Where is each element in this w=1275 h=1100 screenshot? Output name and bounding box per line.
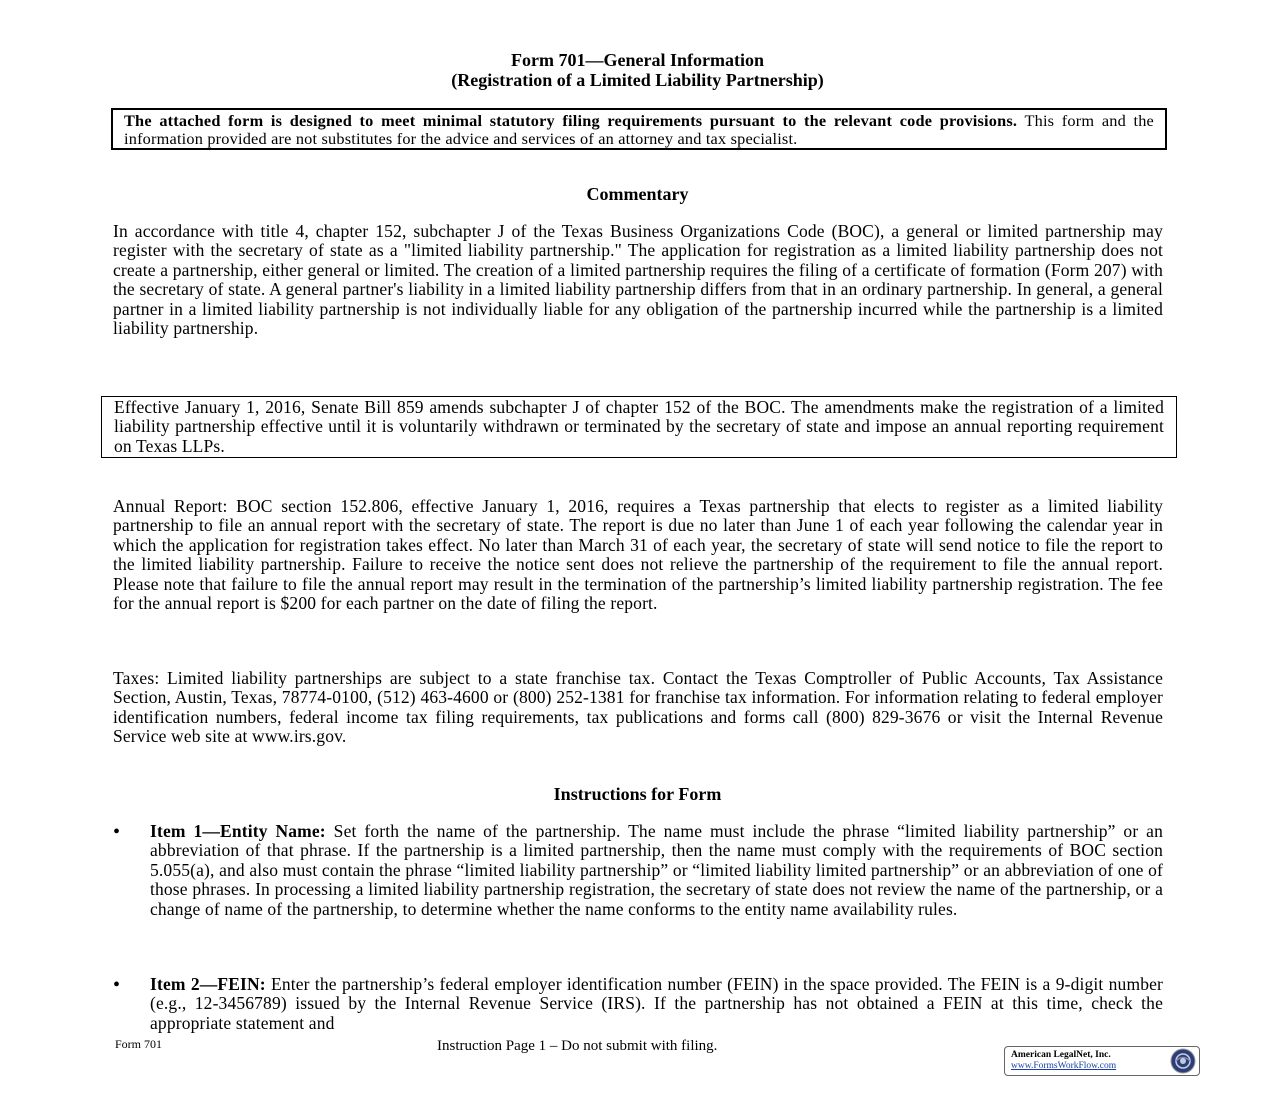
taxes-paragraph: Taxes: Limited liability partnerships are subject to a state franchise tax. Contact the Texas Comptroller of Public Accounts, Tax Assistance Section, Austin, Texas, 78774-0100, (512) 463-4600 or (800) 252-1381 for franchise tax information. For information relating to federal employer identification numbers, federal income tax filing requirements, tax publications and forms call (800) 829-3676 or visit the Internal Revenue Service web site at www.irs.gov. bbox=[113, 668, 1163, 747]
item-body: Set forth the name of the partnership. The name must include the phrase “limited liability partnership” or an abbreviation of that phrase. If the partnership is a limited partnership, then the name must comply with the requirements of BOC section 5.055(a), and also must contain the phrase “limited liability partnership” or “limited liability limited partnership” or an abbreviation of one of those phrases. In processing a limited liability partnership registration, the secretary of state does not review the name of the partnership, or a change of name of the partnership, to determine whether the name conforms to the entity name availability rules. bbox=[150, 821, 1163, 919]
disclaimer-box bbox=[111, 108, 1167, 150]
instructions-heading: Instructions for Form bbox=[553, 784, 722, 804]
globe-icon bbox=[1170, 1048, 1196, 1074]
bullet-icon: • bbox=[113, 974, 121, 996]
page-subtitle: (Registration of a Limited Liability Partnership) bbox=[451, 70, 824, 90]
annual-report-paragraph: Annual Report: BOC section 152.806, effective January 1, 2016, requires a Texas partnership that elects to register as a limited liability partnership to file an annual report with the secretary of state. The report is due no later than June 1 of each year following the calendar year in which the application for registration takes effect. No later than March 31 of each year, the secretary of state will send notice to file the report to the limited liability partnership. Failure to receive the notice sent does not relieve the partnership of the requirement to file the annual report. Please note that failure to file the annual report may result in the termination of the partnership’s limited liability partnership registration. The fee for the annual report is $200 for each partner on the date of filing the report. bbox=[113, 496, 1163, 614]
commentary-paragraph: In accordance with title 4, chapter 152, subchapter J of the Texas Business Organizations Code (BOC), a general or limited partnership may register with the secretary of state as a "limited liability partnership." The application for registration as a limited liability partnership does not create a partnership, either general or limited. The creation of a limited partnership requires the filing of a certificate of formation (Form 207) with the secretary of state. A general partner's liability in a limited liability partnership differs from that in an ordinary partnership. In general, a general partner in a limited liability partnership is not individually liable for any obligation of the partnership incurred while the partnership is a limited liability partnership. bbox=[113, 221, 1163, 339]
footer-page-note: Instruction Page 1 – Do not submit with filing. bbox=[437, 1038, 718, 1054]
bullet-icon: • bbox=[113, 821, 121, 843]
disclaimer-text: This form and the information provided are not substitutes for the advice and services of an attorney and tax specialist. bbox=[124, 111, 1154, 148]
logo-link[interactable]: www.FormsWorkFlow.com bbox=[1011, 1061, 1117, 1071]
footer-form-number: Form 701 bbox=[115, 1037, 163, 1051]
page-title: Form 701—General Information bbox=[511, 50, 764, 70]
item-text bbox=[150, 975, 1163, 1033]
effective-notice-box: Effective January 1, 2016, Senate Bill 859 amends subchapter J of chapter 152 of the BOC. The amendments make the registration of a limited liability partnership effective until it is voluntarily withdrawn or terminated by the secretary of state and impose an annual reporting requirement on Texas LLPs. bbox=[101, 396, 1177, 458]
commentary-heading: Commentary bbox=[586, 184, 689, 204]
logo-name: American LegalNet, Inc. bbox=[1011, 1050, 1111, 1060]
item-label: Item 2—FEIN: bbox=[150, 974, 266, 994]
disclaimer-bold: The attached form is designed to meet minimal statutory filing requirements pursuant to the relevant code provisions. bbox=[124, 111, 1018, 130]
item-label: Item 1—Entity Name: bbox=[150, 821, 326, 841]
item-body: Enter the partnership’s federal employer identification number (FEIN) in the space provided. The FEIN is a 9-digit number (e.g., 12-3456789) issued by the Internal Revenue Service (IRS). If the partnership has not obtained a FEIN at this time, check the appropriate statement and bbox=[150, 974, 1163, 1033]
publisher-logo[interactable] bbox=[1004, 1046, 1200, 1076]
item-text bbox=[150, 822, 1163, 919]
